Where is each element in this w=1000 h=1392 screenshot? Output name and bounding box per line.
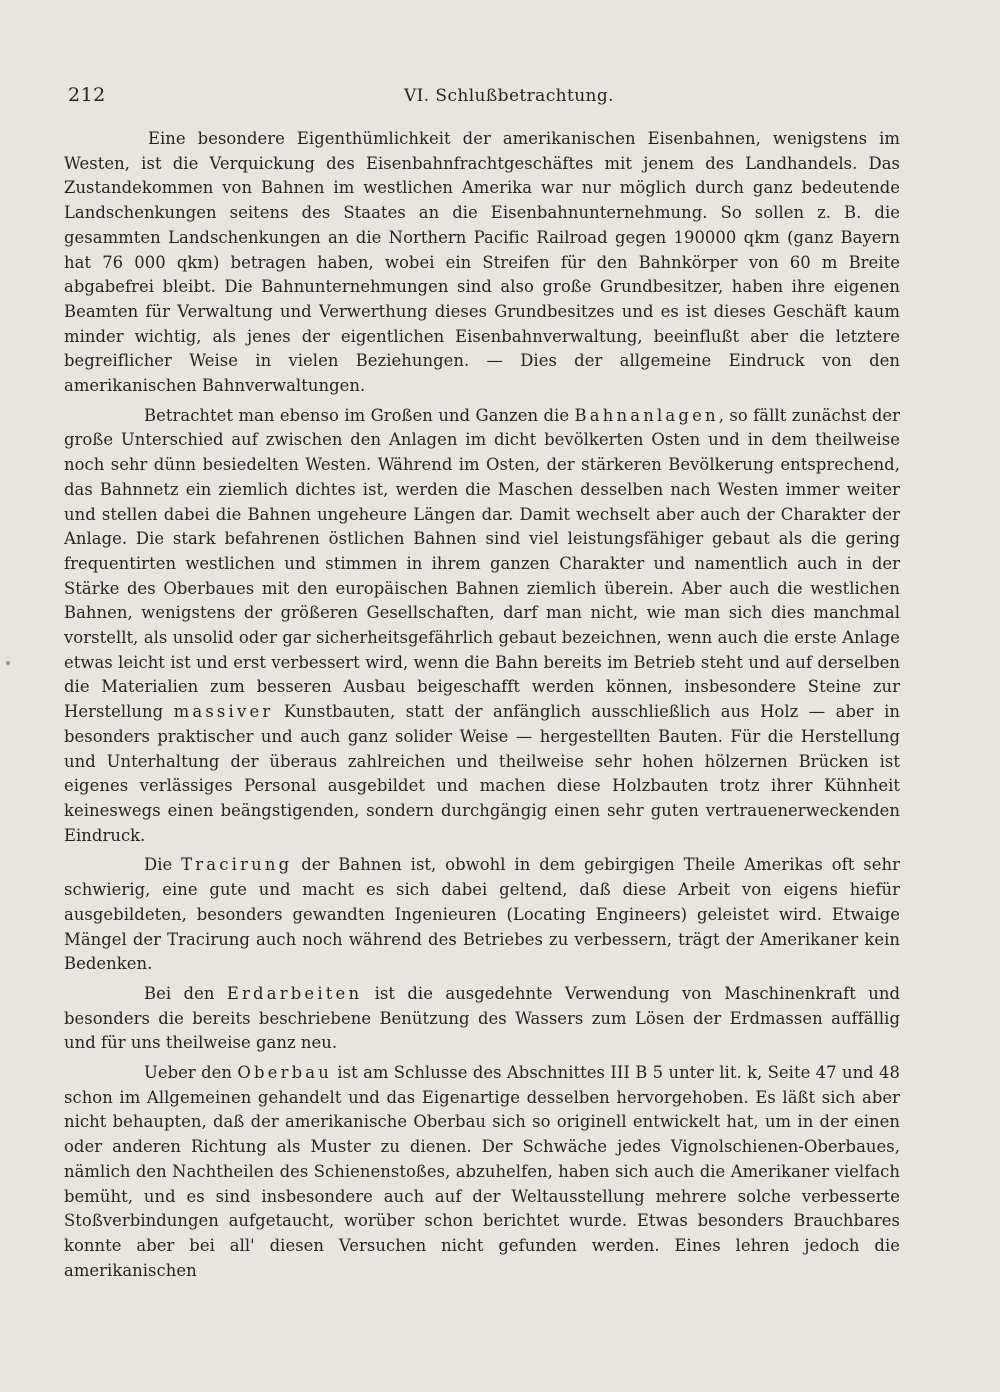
spaced-term-massiver: massiver — [173, 702, 274, 722]
paragraph-earthworks — [64, 982, 900, 1056]
paragraph-railway-layout — [64, 404, 900, 849]
spaced-term-tracirung: Tracirung — [181, 855, 293, 875]
paragraph-text: ist am Schlusse des Abschnittes III B 5 unter lit. k, Seite 47 und 48 schon im Allgemeinen gehandelt und das Eigenartige desselben hervorgehoben. Es läßt sich aber nicht behaupten, daß der amerikanische Oberbau sich so originell entwickelt hat, um in der einen oder anderen Richtung als Muster zu dienen. Der Schwäche jedes Vignolschienen-Oberbaues, nämlich den Nachtheilen des Schienenstoßes, abzuhelfen, haben sich auch die Amerikaner vielfach bemüht, und es sind insbesondere auch auf der Weltausstellung mehrere solche verbesserte Stoßverbindungen aufgetaucht, worüber schon berichtet wurde. Etwas besonders Brauchbares konnte aber bei all' diesen Versuchen nicht gefunden werden. Eines lehren jedoch die amerikanischen — [64, 1063, 900, 1280]
paragraph-text: , so fällt zunächst der große Unterschied auf zwischen den Anlagen im dicht bevölkerten Osten und in dem theilweise noch sehr dünn besiedelten Westen. Während im Osten, der stärkeren Bevölkerung entsprechend, das Bahnnetz ein ziemlich dichtes ist, werden die Maschen desselben nach Westen immer weiter und stellen dabei die Bahnen ungeheure Längen dar. Damit wechselt aber auch der Charakter der Anlage. Die stark befahrenen östlichen Bahnen sind viel leistungsfähiger gebaut als die gering frequentirten westlichen und stimmen in ihrem ganzen Charakter und namentlich auch in der Stärke des Oberbaues mit den europäischen Bahnen ziemlich überein. Aber auch die westlichen Bahnen, wenigstens der größeren Gesellschaften, darf man nicht, wie man sich dies manchmal vorstellt, als unsolid oder gar sicherheitsgefährlich gebaut bezeichnen, wenn auch die erste Anlage etwas leicht ist und erst verbessert wird, wenn die Bahn bereits im Betrieb steht und auf derselben die Materialien zum besseren Ausbau beigeschafft werden können, insbesondere Steine zur Herstellung — [64, 405, 900, 722]
spaced-term-erdarbeiten: Erdarbeiten — [226, 983, 363, 1003]
paragraph-text: der Bahnen ist, obwohl in dem gebirgigen Theile Amerikas oft sehr schwierig, eine gute und macht es sich dabei geltend, daß diese Arbeit von eigens hiefür ausgebildeten, besonders gewandten Ingenieuren (Locating Engineers) geleistet wird. Etwaige Mängel der Tracirung auch noch während des Betriebes zu verbessern, trägt der Amerikaner kein Bedenken. — [64, 855, 900, 974]
page-header — [68, 84, 898, 114]
page-number: 212 — [68, 84, 106, 106]
running-head: VI. Schlußbetrachtung. — [404, 86, 614, 106]
paragraph-text: Ueber den — [144, 1063, 238, 1083]
paragraph-text: Betrachtet man ebenso im Großen und Ganzen die — [144, 405, 575, 425]
paragraph-superstructure — [64, 1061, 900, 1283]
spaced-term-oberbau: Oberbau — [237, 1063, 333, 1083]
paper-speck — [6, 661, 10, 665]
spaced-term-bahnanlagen: Bahnanlagen — [574, 405, 719, 425]
paragraph-route-location — [64, 853, 900, 977]
body-text — [64, 127, 900, 1283]
paragraph-text: ist die ausgedehnte Verwendung von Maschinenkraft und besonders die bereits beschriebene Benützung des Wassers zum Lösen der Erdmassen auffällig und für uns theilweise ganz neu. — [64, 983, 900, 1053]
paragraph-railroad-administration: Eine besondere Eigenthümlichkeit der amerikanischen Eisenbahnen, wenigstens im Westen, ist die Verquickung des Eisenbahnfrachtgeschäftes mit jenem des Landhandels. Das Zustandekommen von Bahnen im westlichen Amerika war nur möglich durch ganz bedeutende Landschenkungen seitens des Staates an die Eisenbahnunternehmung. So sollen z. B. die gesammten Landschenkungen an die Northern Pacific Railroad gegen 190000 qkm (ganz Bayern hat 76 000 qkm) betragen haben, wobei ein Streifen für den Bahnkörper von 60 m Breite abgabefrei bleibt. Die Bahnunternehmungen sind also große Grundbesitzer, haben ihre eigenen Beamten für Verwaltung und Verwerthung dieses Grundbesitzes und es ist dieses Geschäft kaum minder wichtig, als jenes der eigentlichen Eisenbahnverwaltung, beeinflußt aber die letztere begreiflicher Weise in vielen Beziehungen. — Dies der allgemeine Eindruck von den amerikanischen Bahnverwaltungen. — [64, 129, 900, 396]
paragraph-text: Bei den — [144, 983, 227, 1003]
paragraph-text: Die — [144, 855, 182, 875]
paragraph-text: Kunstbauten, statt der anfänglich ausschließlich aus Holz — aber in besonders praktischer und auch ganz solider Weise — hergestellten Bauten. Für die Herstellung und Unterhaltung der überaus zahlreichen und theilweise sehr hohen hölzernen Brücken ist eigenes verlässiges Personal ausgebildet und machen diese Holzbauten trotz ihrer Kühnheit keineswegs einen beängstigenden, sondern durchgängig einen sehr guten vertrauenerweckenden Eindruck. — [64, 702, 900, 845]
